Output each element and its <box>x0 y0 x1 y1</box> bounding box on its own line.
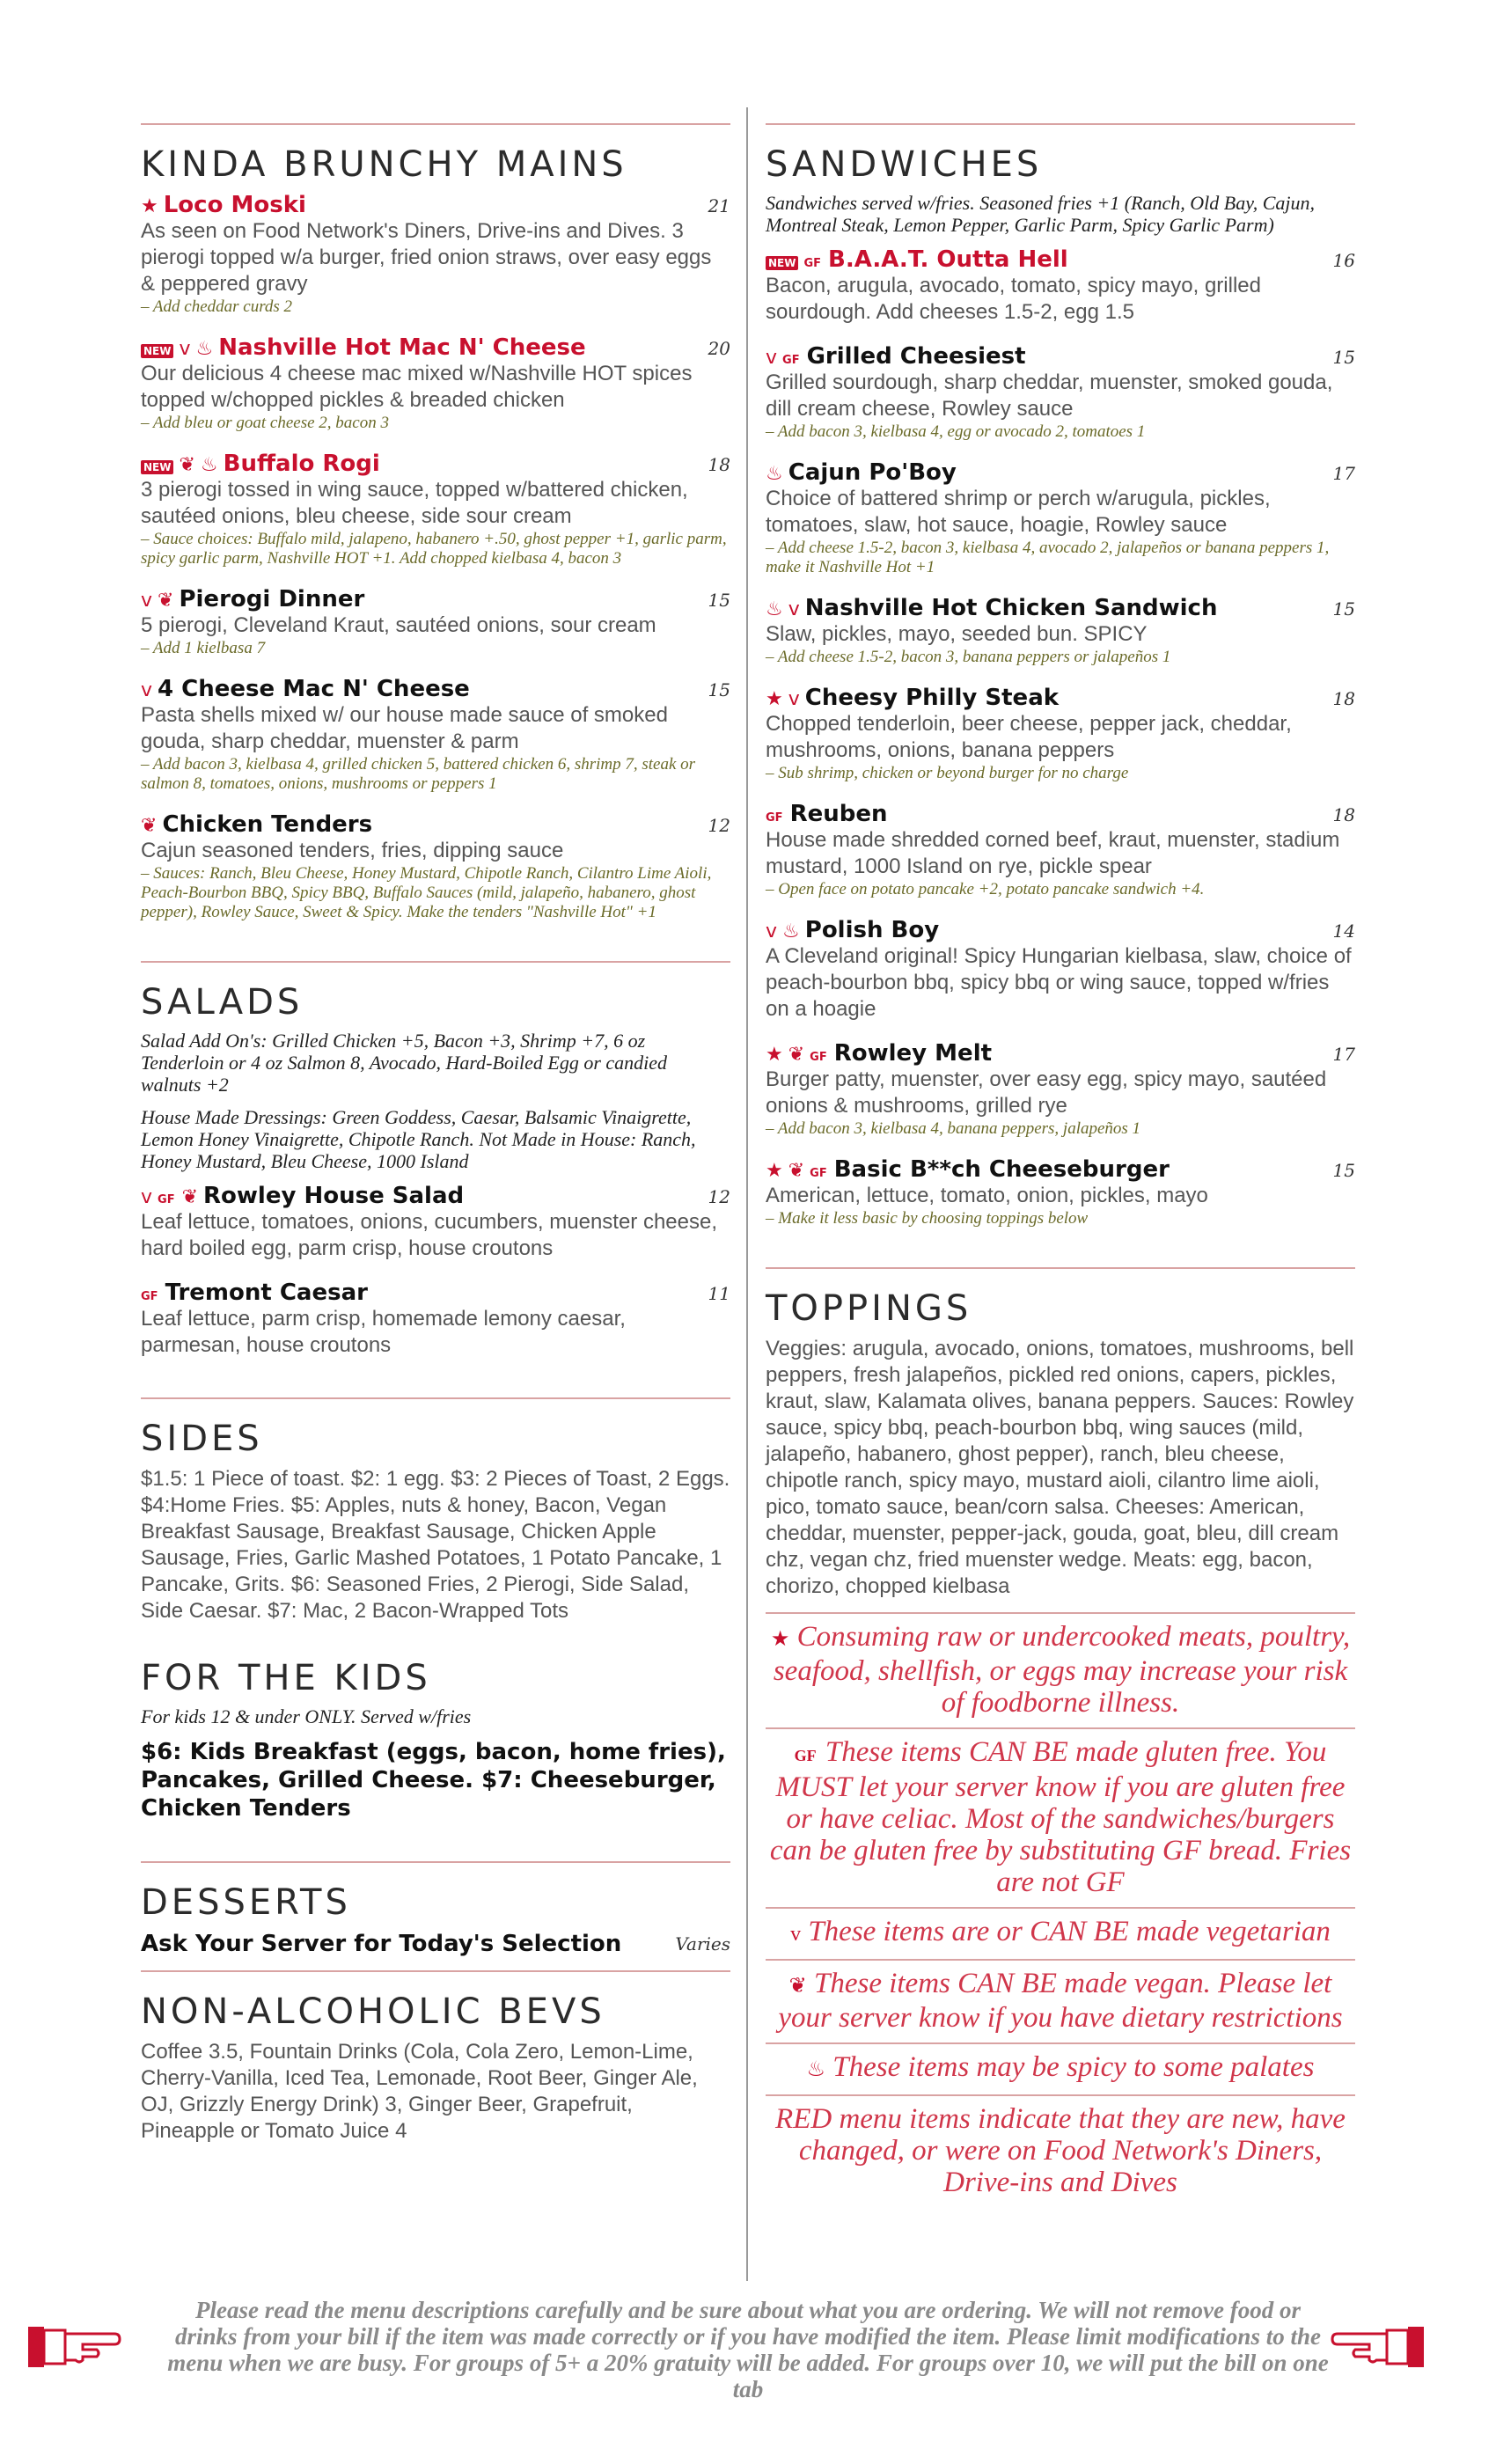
menu-item <box>766 1040 1355 1139</box>
legend-text: These items are or CAN BE made vegetarian <box>808 1916 1331 1947</box>
item-name: Nashville Hot Chicken Sandwich <box>804 595 1218 621</box>
gluten-free-icon: GF <box>803 257 822 270</box>
item-note: – Open face on potato pancake +2, potato pancake sandwich +4. <box>766 880 1205 898</box>
item-name: Rowley House Salad <box>203 1183 465 1209</box>
item-description: House made shredded corned beef, kraut, muenster, stadium mustard, 1000 Island on rye, pickle spear <box>766 828 1340 878</box>
menu-item <box>766 917 1355 1023</box>
item-price: 15 <box>708 590 730 611</box>
menu-item <box>141 192 730 317</box>
section-title-salads: SALADS <box>141 982 304 1023</box>
toppings-text: Veggies: arugula, avocado, onions, tomatoes, mushrooms, bell peppers, fresh jalapeños, pickled red onions, capers, pickles, kraut, slaw, Kalamata olives, banana peppers. Sauces: Rowley sauce, spicy bbq, peach-bourbon bbq, wing sauces (mild, jalapeño, habanero, ghost pepper), ranch, bleu cheese, chipotle ranch, spicy mayo, mustard aioli, cilantro lime aioli, pico, tomato sauce, bean/corn salsa. Cheeses: American, cheddar, muenster, pepper-jack, gouda, goat, bleu, dill cream chz, vegan chz, fried muenster wedge. Meats: egg, bacon, chorizo, chopped kielbasa <box>766 1337 1354 1598</box>
item-name: Nashville Hot Mac N' Cheese <box>218 334 586 361</box>
menu-item <box>141 811 730 922</box>
vegetarian-icon: v <box>766 920 778 942</box>
menu-item <box>766 459 1355 577</box>
item-description: Pasta shells mixed w/ our house made sauce of smoked gouda, sharp cheddar, muenster & parm <box>141 703 668 753</box>
gluten-free-icon: GF <box>766 811 783 825</box>
salad-addons: Salad Add On's: Grilled Chicken +5, Bacon +3, Shrimp +7, 6 oz Tenderloin or 4 oz Salmon 8, Avocado, Hard-Boiled Egg or candied walnuts +2 <box>141 1030 668 1096</box>
vegetarian-icon: v <box>788 688 800 710</box>
item-name: Grilled Cheesiest <box>806 343 1026 370</box>
pointing-hand-icon <box>26 2314 123 2376</box>
item-note: – Sauces: Ranch, Bleu Cheese, Honey Mustard, Chipotle Ranch, Cilantro Lime Aioli, Peach-Bourbon BBQ, Spicy BBQ, Buffalo Sauces (mild, jalapeño, habanero, ghost pepper), Rowley Sauce, Sweet & Spicy. Make the tenders "Nashville Hot" +1 <box>141 864 712 921</box>
menu-item <box>141 1183 730 1262</box>
item-name: Rowley Melt <box>833 1040 993 1067</box>
leaf-icon: ❦ <box>788 1975 807 1998</box>
gluten-free-icon: GF <box>794 1747 817 1764</box>
flame-icon: ♨ <box>766 598 783 620</box>
legend-text: These items CAN BE made vegan. Please let your server know if you have dietary restrictions <box>778 1968 1343 2034</box>
item-price: Varies <box>675 1933 730 1954</box>
footer-disclaimer: Please read the menu descriptions carefully and be sure about what you are ordering. We will not remove food or drinks from your bill if the item was made correctly or if you have modified the item. Please limit modifications to the menu when we are busy. For groups of 5+ a 20% gratuity will be added. For groups over 10, we will put the bill on one tab <box>167 2297 1329 2402</box>
star-icon: ★ <box>770 1628 790 1651</box>
leaf-icon: ❦ <box>158 590 174 612</box>
legend-text: RED menu items indicate that they are new, have changed, or were on Food Network's Diners, Drive-ins and Dives <box>775 2103 1346 2198</box>
item-name: Basic B**ch Cheeseburger <box>833 1156 1170 1183</box>
menu-item <box>141 676 730 794</box>
bevs-text: Coffee 3.5, Fountain Drinks (Cola, Cola Zero, Lemon-Lime, Cherry-Vanilla, Iced Tea, Lemonade, Root Beer, Ginger Ale, OJ, Grizzly Energy Drink) 3, Ginger Beer, Grapefruit, Pineapple or Tomato Juice 4 <box>141 2040 698 2143</box>
item-description: Chopped tenderloin, beer cheese, pepper jack, cheddar, mushrooms, onions, banana peppers <box>766 712 1292 762</box>
vegetarian-icon: v <box>141 1186 153 1208</box>
item-name: Cajun Po'Boy <box>788 459 957 486</box>
new-badge-icon: NEW <box>766 256 798 270</box>
bevs-section <box>141 1970 730 2145</box>
leaf-icon: ❦ <box>181 1186 199 1208</box>
item-description: Grilled sourdough, sharp cheddar, muenster, smoked gouda, dill cream cheese, Rowley sauce <box>766 370 1333 421</box>
leaf-icon: ❦ <box>788 1160 805 1182</box>
item-description: American, lettuce, tomato, onion, pickles, mayo <box>766 1184 1208 1207</box>
flame-icon: ♨ <box>200 454 218 476</box>
menu-item <box>141 451 730 568</box>
right-column <box>766 123 1355 2207</box>
item-price: 16 <box>1332 250 1355 271</box>
item-note: – Add 1 kielbasa 7 <box>141 639 266 657</box>
legend-item <box>766 1907 1355 1959</box>
item-name: B.A.A.T. Outta Hell <box>828 246 1068 273</box>
menu-item <box>141 586 730 658</box>
salad-dressings: House Made Dressings: Green Goddess, Caesar, Balsamic Vinaigrette, Lemon Honey Vinaigrette, Chipotle Ranch. Not Made in House: Ranch, Honey Mustard, Bleu Cheese, 1000 Island <box>141 1106 696 1172</box>
desserts-text: Ask Your Server for Today's Selection <box>141 1931 622 1957</box>
vegetarian-icon: v <box>788 598 800 620</box>
item-price: 18 <box>708 454 730 475</box>
item-price: 14 <box>1332 920 1355 942</box>
legend-item <box>766 1959 1355 2042</box>
item-price: 11 <box>708 1283 730 1304</box>
item-note: – Add cheese 1.5-2, bacon 3, kielbasa 4, avocado 2, jalapeños or banana peppers 1, make it Nashville Hot +1 <box>766 539 1330 576</box>
column-divider <box>746 107 748 2281</box>
item-price: 15 <box>1332 598 1355 620</box>
new-badge-icon: NEW <box>141 460 173 474</box>
item-price: 17 <box>1332 463 1355 484</box>
sides-section <box>141 1397 730 1624</box>
star-icon: ★ <box>141 195 158 217</box>
kids-subtitle: For kids 12 & under ONLY. Served w/fries <box>141 1705 472 1727</box>
menu-item <box>766 801 1355 899</box>
menu-item <box>766 1156 1355 1228</box>
item-note: – Sub shrimp, chicken or beyond burger for no charge <box>766 764 1129 782</box>
item-name: Pierogi Dinner <box>179 586 365 612</box>
item-note: – Add cheddar curds 2 <box>141 297 293 316</box>
leaf-icon: ❦ <box>179 454 195 476</box>
gluten-free-icon: GF <box>141 1290 158 1303</box>
item-note: – Add bacon 3, kielbasa 4, egg or avocado 2, tomatoes 1 <box>766 422 1146 441</box>
flame-icon: ♨ <box>806 2058 826 2081</box>
item-description: A Cleveland original! Spicy Hungarian kielbasa, slaw, choice of peach-bourbon bbq, spicy bbq or wing sauce, topped w/fries on a hoagie <box>766 944 1352 1021</box>
item-description: 3 pierogi tossed in wing sauce, topped w/battered chicken, sautéed onions, bleu cheese, side sour cream <box>141 478 688 528</box>
flame-icon: ♨ <box>782 920 800 942</box>
sides-text: $1.5: 1 Piece of toast. $2: 1 egg. $3: 2 Pieces of Toast, 2 Eggs. $4:Home Fries. $5: Apples, nuts & honey, Bacon, Vegan Breakfast Sausage, Breakfast Sausage, Chicken Apple Sausage, Fries, Garlic Mashed Potatoes, 1 Potato Pancake, 1 Pancake, Grits. $6: Seasoned Fries, 2 Pierogi, Side Salad, Side Caesar. $7: Mac, 2 Bacon-Wrapped Tots <box>141 1467 730 1623</box>
item-price: 18 <box>1332 688 1355 709</box>
item-description: Leaf lettuce, parm crisp, homemade lemony caesar, parmesan, house croutons <box>141 1307 626 1357</box>
item-price: 15 <box>708 679 730 700</box>
star-icon: ★ <box>766 1160 783 1182</box>
legend-item <box>766 1727 1355 1907</box>
star-icon: ★ <box>766 1044 783 1066</box>
section-title-toppings: TOPPINGS <box>766 1288 972 1329</box>
salads-section <box>141 961 730 1359</box>
item-price: 15 <box>1332 1160 1355 1181</box>
gluten-free-icon: GF <box>782 354 800 367</box>
section-title-bevs: NON-ALCOHOLIC BEVS <box>141 1991 605 2032</box>
vegetarian-icon: v <box>141 590 153 612</box>
menu-item <box>766 685 1355 783</box>
item-name: Buffalo Rogi <box>223 451 380 477</box>
legend <box>766 1612 1355 2207</box>
item-description: 5 pierogi, Cleveland Kraut, sautéed onions, sour cream <box>141 613 656 637</box>
vegetarian-icon: v <box>179 338 191 360</box>
item-name: Loco Moski <box>163 192 306 218</box>
item-note: – Add cheese 1.5-2, bacon 3, banana peppers or jalapeños 1 <box>766 648 1171 666</box>
flame-icon: ♨ <box>766 463 783 485</box>
item-price: 18 <box>1332 804 1355 825</box>
section-title-brunch: KINDA BRUNCHY MAINS <box>141 144 627 185</box>
item-price: 12 <box>708 1186 730 1207</box>
legend-item <box>766 2042 1355 2094</box>
item-note: – Make it less basic by choosing toppings below <box>766 1209 1089 1228</box>
pointing-hand-icon <box>1329 2314 1426 2376</box>
vegetarian-icon: v <box>766 347 778 369</box>
menu-item <box>141 1280 730 1359</box>
item-price: 15 <box>1332 347 1355 368</box>
item-description: Burger patty, muenster, over easy egg, spicy mayo, sautéed onions & mushrooms, grilled rye <box>766 1067 1327 1118</box>
section-title-sandwiches: SANDWICHES <box>766 144 1043 185</box>
kids-text: $6: Kids Breakfast (eggs, bacon, home fries), Pancakes, Grilled Cheese. $7: Cheeseburger, Chicken Tenders <box>141 1739 726 1822</box>
leaf-icon: ❦ <box>141 815 158 837</box>
gluten-free-icon: GF <box>810 1051 827 1064</box>
new-badge-icon: NEW <box>141 344 173 358</box>
item-price: 17 <box>1332 1044 1355 1065</box>
item-note: – Add bleu or goat cheese 2, bacon 3 <box>141 414 389 432</box>
star-icon: ★ <box>766 688 783 710</box>
brunch-section <box>141 123 730 922</box>
vegetarian-icon: v <box>790 1923 802 1946</box>
desserts-section <box>141 1861 730 1958</box>
item-description: Bacon, arugula, avocado, tomato, spicy mayo, grilled sourdough. Add cheeses 1.5-2, egg 1.5 <box>766 274 1261 324</box>
item-name: Polish Boy <box>804 917 940 943</box>
kids-section <box>141 1639 730 1822</box>
section-title-sides: SIDES <box>141 1419 263 1459</box>
gluten-free-icon: GF <box>810 1167 827 1180</box>
legend-text: These items CAN BE made gluten free. You MUST let your server know if you are gluten free or have celiac. Most of the sandwiches/burgers can be gluten free by substituting GF bread. Fries are not GF <box>769 1736 1352 1898</box>
item-description: As seen on Food Network's Diners, Drive-ins and Dives. 3 pierogi topped w/a burger, fried onion straws, over easy eggs & peppered gravy <box>141 219 712 296</box>
item-name: 4 Cheese Mac N' Cheese <box>158 676 470 702</box>
sandwiches-section <box>766 123 1355 1228</box>
item-name: Tremont Caesar <box>165 1280 368 1306</box>
item-note: – Add bacon 3, kielbasa 4, banana peppers, jalapeños 1 <box>766 1119 1141 1138</box>
item-description: Our delicious 4 cheese mac mixed w/Nashville HOT spices topped w/chopped pickles & breaded chicken <box>141 362 693 412</box>
item-price: 21 <box>708 195 730 216</box>
sandwiches-intro: Sandwiches served w/fries. Seasoned fries +1 (Ranch, Old Bay, Cajun, Montreal Steak, Lemon Pepper, Garlic Parm, Spicy Garlic Parm) <box>766 192 1316 236</box>
flame-icon: ♨ <box>195 338 214 360</box>
legend-text: These items may be spicy to some palates <box>832 2051 1315 2083</box>
section-title-kids: FOR THE KIDS <box>141 1658 431 1698</box>
menu-item <box>141 334 730 433</box>
item-note: – Sauce choices: Buffalo mild, jalapeno, habanero +.50, ghost pepper +1, garlic parm, spicy garlic parm, Nashville HOT +1. Add chopped kielbasa 4, bacon 3 <box>141 530 727 568</box>
vegetarian-icon: v <box>141 679 153 701</box>
menu-item <box>766 246 1355 326</box>
gluten-free-icon: GF <box>158 1193 175 1206</box>
item-name: Cheesy Philly Steak <box>804 685 1060 711</box>
item-name: Chicken Tenders <box>162 811 373 838</box>
leaf-icon: ❦ <box>788 1044 805 1066</box>
item-name: Reuben <box>789 801 888 827</box>
item-description: Cajun seasoned tenders, fries, dipping sauce <box>141 839 564 862</box>
toppings-section <box>766 1267 1355 1600</box>
item-price: 12 <box>708 815 730 836</box>
legend-item <box>766 2094 1355 2207</box>
legend-text: Consuming raw or undercooked meats, poultry, seafood, shellfish, or eggs may increase your risk of foodborne illness. <box>773 1621 1351 1719</box>
menu-item <box>766 595 1355 667</box>
menu-item <box>766 343 1355 442</box>
item-description: Choice of battered shrimp or perch w/arugula, pickles, tomatoes, slaw, hot sauce, hoagie, Rowley sauce <box>766 487 1271 537</box>
left-column <box>141 123 730 2183</box>
legend-item <box>766 1612 1355 1727</box>
item-note: – Add bacon 3, kielbasa 4, grilled chicken 5, battered chicken 6, shrimp 7, steak or salmon 8, tomatoes, onions, mushrooms or peppers 1 <box>141 755 696 793</box>
section-title-desserts: DESSERTS <box>141 1882 351 1923</box>
item-price: 20 <box>708 338 730 359</box>
item-description: Slaw, pickles, mayo, seeded bun. SPICY <box>766 622 1148 646</box>
item-description: Leaf lettuce, tomatoes, onions, cucumbers, muenster cheese, hard boiled egg, parm crisp, house croutons <box>141 1210 718 1260</box>
